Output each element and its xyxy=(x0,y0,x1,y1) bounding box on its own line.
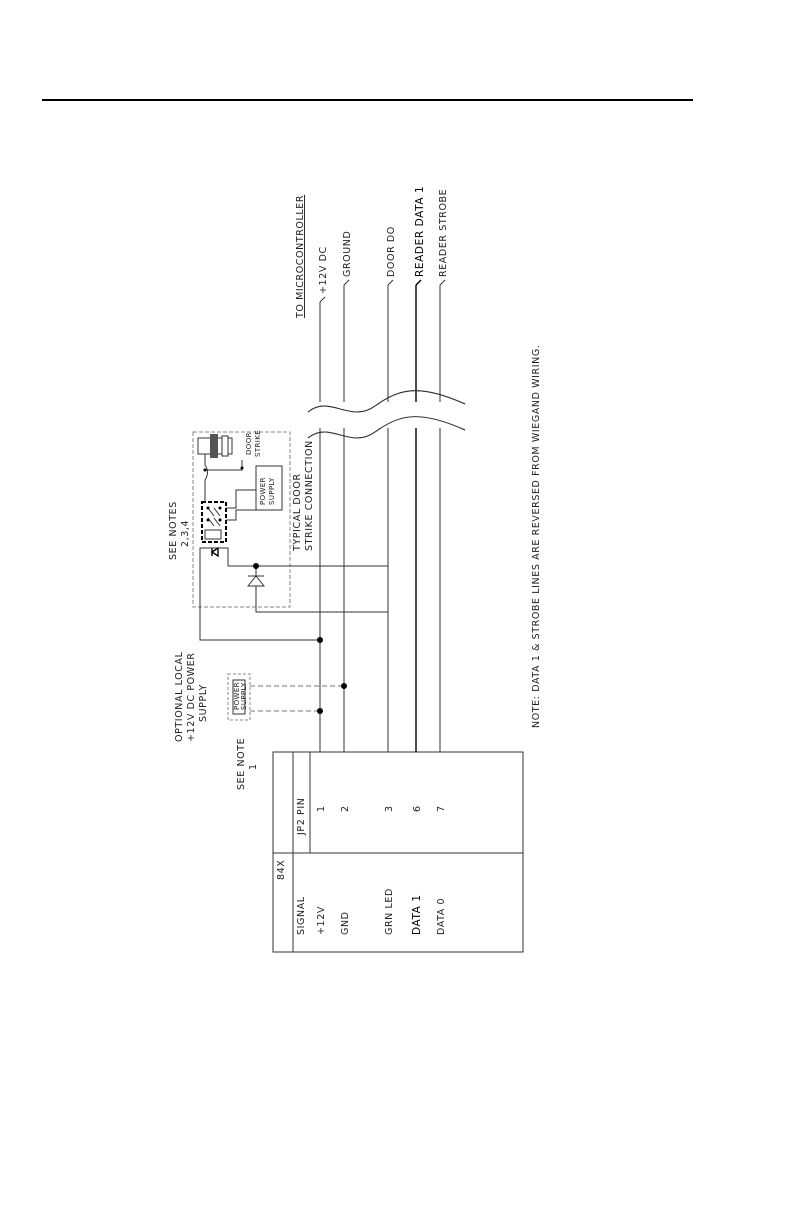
ps-box-label: SUPPLY xyxy=(240,682,248,710)
signal-label: DATA 0 xyxy=(436,897,447,935)
micro-line-label: GROUND xyxy=(342,230,353,277)
see-notes-numbers: 2,3,4 xyxy=(180,519,191,547)
wiring-note: NOTE: DATA 1 & STROBE LINES ARE REVERSED FROM WIEGAND WIRING. xyxy=(531,344,542,728)
pin-label: 6 xyxy=(412,805,423,812)
pin-column-header: JP2 PIN xyxy=(296,797,307,835)
controller-model-label: 84X xyxy=(276,859,287,880)
strike-caption: TYPICAL DOOR xyxy=(292,473,303,551)
signal-label: +12V xyxy=(316,906,327,935)
see-note-label: SEE NOTE xyxy=(236,737,247,790)
strike-label: DOOR xyxy=(245,432,253,455)
pin-label: 3 xyxy=(384,805,395,812)
pin-label: 7 xyxy=(436,805,447,812)
micro-line-label: READER DATA 1 xyxy=(414,185,426,277)
strike-caption: STRIKE CONNECTION xyxy=(304,440,315,551)
micro-line-label: +12V DC xyxy=(318,246,329,294)
microcontroller-labels xyxy=(295,186,449,319)
signal-column-header: SIGNAL xyxy=(296,896,307,935)
signal-label: DATA 1 xyxy=(411,894,423,935)
micro-line-label: READER STROBE xyxy=(438,188,449,277)
strike-label: STRIKE xyxy=(254,429,262,457)
microcontroller-header: TO MICROCONTROLLER xyxy=(295,194,306,318)
strike-ps-label: POWER xyxy=(259,477,267,505)
signal-label: GND xyxy=(340,911,351,935)
see-note-number: 1 xyxy=(248,763,259,770)
local-ps-title: OPTIONAL LOCAL xyxy=(174,651,185,742)
see-notes-label: SEE NOTES xyxy=(168,501,179,560)
door-strike-circuit xyxy=(168,430,388,640)
local-ps-title: SUPPLY xyxy=(198,684,209,722)
wire-break-symbol xyxy=(308,391,465,438)
strike-ps-label: SUPPLY xyxy=(268,477,276,505)
pin-label: 1 xyxy=(316,805,327,812)
controller-table xyxy=(273,752,523,952)
pin-label: 2 xyxy=(340,805,351,812)
bus-wires xyxy=(320,280,445,752)
local-ps-title: +12V DC POWER xyxy=(186,652,197,742)
junction-dots xyxy=(253,563,347,714)
signal-label: GRN LED xyxy=(384,888,395,935)
ps-box-label: POWER xyxy=(233,682,241,710)
micro-line-label: DOOR DO xyxy=(386,226,397,277)
